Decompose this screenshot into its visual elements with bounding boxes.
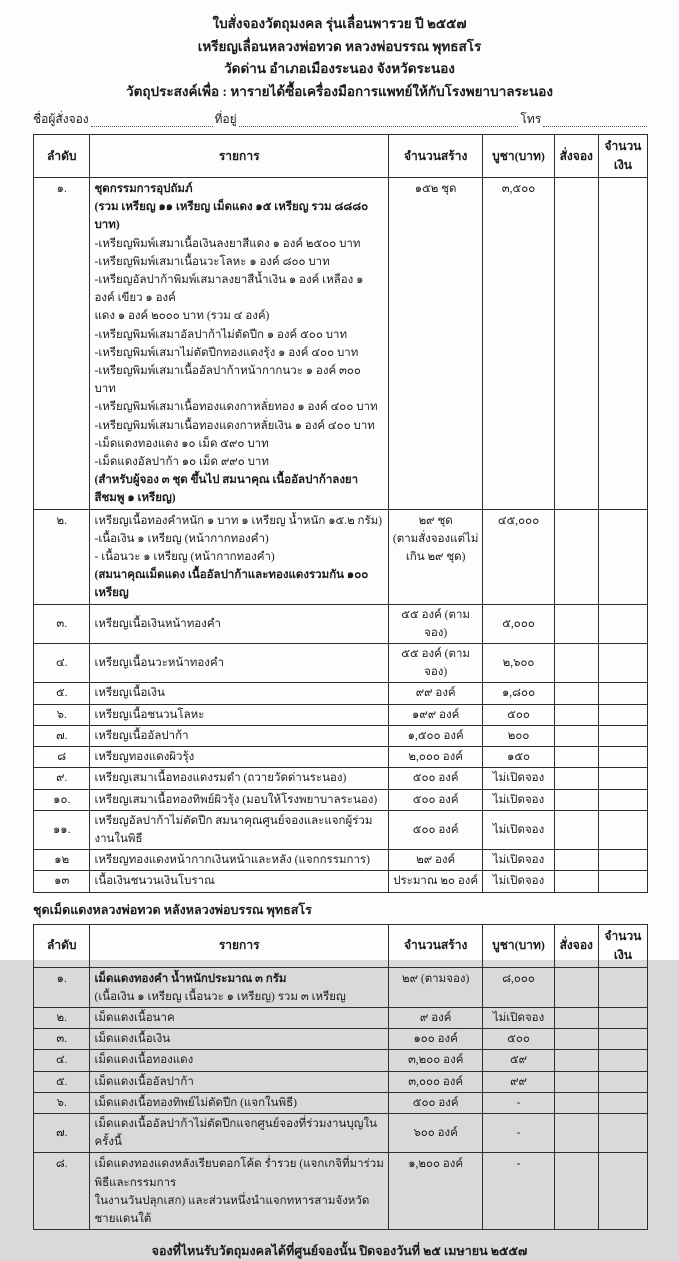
price-cell: ไม่เปิดจอง xyxy=(483,871,554,892)
price-cell: ๕,๐๐๐ xyxy=(483,604,554,643)
item-description-line: เม็ดแดงเนื้อเงิน xyxy=(94,1033,171,1046)
amount-cell xyxy=(598,789,647,810)
price-cell: ๑,๘๐๐ xyxy=(483,683,554,704)
phone-fill-line xyxy=(543,113,647,127)
price-cell: ไม่เปิดจอง xyxy=(483,789,554,810)
quantity-cell xyxy=(388,1092,483,1113)
order-qty-cell xyxy=(554,1050,598,1071)
table-row xyxy=(34,683,648,704)
item-description-line: เม็ดแดงเนื้อทองทิพย์ไม่ตัดปีก (แจกในพิธี) xyxy=(94,1096,297,1109)
amount-cell xyxy=(598,509,647,604)
item-description-line: - เนื้อนวะ ๑ เหรียญ (หน้ากากทองคำ) xyxy=(94,551,275,564)
quantity-line: ๕๐๐ องค์ xyxy=(412,793,459,806)
row-number-cell: ๓. xyxy=(34,604,90,643)
item-description-cell xyxy=(90,789,388,810)
table-row xyxy=(34,704,648,725)
item-description-cell xyxy=(90,768,388,789)
item-description-line: -เม็ดแดงอัลปาก้า ๑๐ เม็ด ๙๙๐ บาท xyxy=(94,456,269,469)
item-description-line: เหรียญเนื้อเงินหน้าทองคำ xyxy=(94,617,221,630)
order-qty-cell xyxy=(554,871,598,892)
row-number-cell: ๑๑. xyxy=(34,810,90,849)
table-row xyxy=(34,1071,648,1092)
subtitle-amulet: เหรียญเลื่อนหลวงพ่อทวด หลวงพ่อบรรณ พุทธสโร xyxy=(197,38,482,54)
quantity-cell xyxy=(388,683,483,704)
price-cell: ๑๕๐ xyxy=(483,747,554,768)
amount-cell xyxy=(598,967,647,1007)
item-description-line: เหรียญเนื้ออัลปาก้า xyxy=(94,729,189,742)
item-description-line: เนื้อเงินชนวนเงินโบราณ xyxy=(94,875,215,888)
table-row xyxy=(34,1113,648,1152)
item-description-line: -เหรียญอัลปาก้าพิมพ์เสมาลงยาสีน้ำเงิน ๑ องค์ เหลือง ๑ องค์ เขียว ๑ องค์ xyxy=(94,274,364,305)
amount-cell xyxy=(598,768,647,789)
phone-field-label: โทร xyxy=(520,112,542,126)
column-header: จำนวนเงิน xyxy=(598,135,647,178)
item-description-cell xyxy=(90,747,388,768)
column-header: บูชา(บาท) xyxy=(483,135,554,178)
table-row xyxy=(34,178,648,510)
quantity-line: ๕๕ องค์ (ตามจอง) xyxy=(401,648,471,679)
quantity-cell xyxy=(388,509,483,604)
page-title: ใบสั่งจองวัตถุมงคล รุ่นเลื่อนพารวย ปี ๒๕๕๗ xyxy=(212,16,467,31)
row-number-cell: ๑๐. xyxy=(34,789,90,810)
price-cell: ๙๙ xyxy=(483,1071,554,1092)
table-row xyxy=(34,747,648,768)
item-description-cell xyxy=(90,871,388,892)
subtitle-temple: วัดด่าน อำเภอเมืองระนอง จังหวัดระนอง xyxy=(224,61,455,76)
order-qty-cell xyxy=(554,1153,598,1230)
item-description-line: -เหรียญพิมพ์เสมาไม่ตัดปีกทองแดงรุ้ง ๑ องค์ ๔๐๐ บาท xyxy=(94,346,359,359)
item-description-cell xyxy=(90,704,388,725)
amount-cell xyxy=(598,1050,647,1071)
item-description-line: เม็ดแดงเนื้อนาค xyxy=(94,1011,175,1024)
quantity-cell xyxy=(388,1113,483,1152)
quantity-line: ๕๐๐ องค์ xyxy=(412,1096,459,1109)
orderer-info-line xyxy=(33,112,649,127)
item-description-line: -เหรียญพิมพ์เสมาเนื้อทองแดงกาหลั่ยทอง ๑ องค์ ๔๐๐ บาท xyxy=(94,401,378,414)
item-description-line: (สำหรับผู้จอง ๓ ชุด ขึ้นไป สมนาคุณ เนื้ออัลปาก้าลงยาสีชมพู ๑ เหรียญ) xyxy=(94,474,359,505)
quantity-line: ๑๕๒ ชุด xyxy=(414,183,457,195)
quantity-line: เกิน ๒๙ ชุด) xyxy=(405,551,466,564)
item-description-line: ชุดกรรมการอุปถัมภ์ xyxy=(94,183,193,195)
item-description-cell xyxy=(90,850,388,871)
item-description-line: -เหรียญพิมพ์เสมาเนื้ออัลปาก้าหน้ากากนวะ ๑ องค์ ๓๐๐ บาท xyxy=(94,365,361,396)
table-row xyxy=(34,644,648,683)
amount-cell xyxy=(598,810,647,849)
column-header: ลำดับ xyxy=(34,135,90,178)
name-fill-line xyxy=(91,113,213,127)
item-description-cell xyxy=(90,967,388,1007)
amount-cell xyxy=(598,725,647,746)
item-description-cell xyxy=(90,683,388,704)
price-cell: ไม่เปิดจอง xyxy=(483,850,554,871)
item-description-line: เม็ดแดงเนื้อทองแดง xyxy=(94,1054,194,1067)
item-description-line: เม็ดแดงทองแดงหลังเรียบตอกโค้ด ร่ำรวย (แจกเกจิที่มาร่วมพิธีและกรรมการ xyxy=(94,1158,384,1189)
quantity-cell xyxy=(388,644,483,683)
quantity-line: ๙๙ องค์ xyxy=(415,687,456,700)
quantity-cell xyxy=(388,871,483,892)
quantity-cell xyxy=(388,810,483,849)
amount-cell xyxy=(598,1113,647,1152)
item-description-cell xyxy=(90,1029,388,1050)
order-qty-cell xyxy=(554,1092,598,1113)
table-row xyxy=(34,768,648,789)
item-description-line: -เม็ดแดงทองแดง ๑๐ เม็ด ๕๙๐ บาท xyxy=(94,437,269,450)
quantity-cell xyxy=(388,967,483,1007)
item-description-line: เหรียญทองแดงหน้ากากเงินหน้าและหลัง (แจกกรรมการ) xyxy=(94,854,370,867)
item-description-line: เหรียญเนื้อทองคำหนัก ๑ บาท ๑ เหรียญ น้ำหนัก ๑๕.๒ กรัม) xyxy=(94,514,383,527)
quantity-cell xyxy=(388,850,483,871)
price-cell: ๒,๖๐๐ xyxy=(483,644,554,683)
amount-cell xyxy=(598,1029,647,1050)
order-qty-cell xyxy=(554,1113,598,1152)
item-description-line: -เหรียญพิมพ์เสมาเนื้อทองแดงกาหลั่ยเงิน ๑ องค์ ๔๐๐ บาท xyxy=(94,419,375,432)
row-number-cell: ๑๒ xyxy=(34,850,90,871)
row-number-cell: ๑. xyxy=(34,178,90,510)
amount-cell xyxy=(598,747,647,768)
price-cell: ๒๐๐ xyxy=(483,725,554,746)
amount-cell xyxy=(598,1153,647,1230)
row-number-cell: ๙. xyxy=(34,768,90,789)
amount-cell xyxy=(598,850,647,871)
quantity-line: ประมาณ ๒๐ องค์ xyxy=(393,875,479,888)
item-description-line: เม็ดแดงเนื้ออัลปาก้า xyxy=(94,1075,194,1088)
price-cell: ๕๐๐ xyxy=(483,1029,554,1050)
table-row xyxy=(34,850,648,871)
quantity-line: ๑๐๐ องค์ xyxy=(413,1033,458,1046)
order-qty-cell xyxy=(554,644,598,683)
price-cell: ไม่เปิดจอง xyxy=(483,768,554,789)
price-cell: ๔๕,๐๐๐ xyxy=(483,509,554,604)
item-description-cell xyxy=(90,810,388,849)
amount-cell xyxy=(598,1007,647,1028)
row-number-cell: ๔. xyxy=(34,644,90,683)
amount-cell xyxy=(598,178,647,510)
table-row xyxy=(34,604,648,643)
quantity-line: ๖๐๐ องค์ xyxy=(413,1127,458,1140)
quantity-line: ๕๐๐ องค์ xyxy=(412,772,459,785)
order-qty-cell xyxy=(554,509,598,604)
column-header: สั่งจอง xyxy=(554,135,598,178)
quantity-cell xyxy=(388,789,483,810)
table-row xyxy=(34,1029,648,1050)
beads-section-title: ชุดเม็ดแดงหลวงพ่อทวด หลังหลวงพ่อบรรณ พุทธสโร xyxy=(33,902,312,917)
row-number-cell: ๗. xyxy=(34,1113,90,1152)
amulet-items-table xyxy=(33,134,648,893)
price-cell: ไม่เปิดจอง xyxy=(483,1007,554,1028)
quantity-cell xyxy=(388,704,483,725)
row-number-cell: ๗. xyxy=(34,725,90,746)
row-number-cell: ๘ xyxy=(34,747,90,768)
item-description-cell xyxy=(90,1071,388,1092)
table-row xyxy=(34,1092,648,1113)
order-qty-cell xyxy=(554,725,598,746)
order-qty-cell xyxy=(554,704,598,725)
subtitle-purpose: วัตถุประสงค์เพื่อ : หารายได้ซื้อเครื่องมือการแพทย์ให้กับโรงพยาบาลระนอง xyxy=(126,83,553,99)
table-row xyxy=(34,967,648,1007)
price-cell: ๘,๐๐๐ xyxy=(483,967,554,1007)
item-description-cell xyxy=(90,509,388,604)
red-beads-table xyxy=(33,924,648,1231)
row-number-cell: ๕. xyxy=(34,1071,90,1092)
price-cell: ไม่เปิดจอง xyxy=(483,810,554,849)
row-number-cell: ๑. xyxy=(34,967,90,1007)
header-row xyxy=(34,135,648,178)
column-header: บูชา(บาท) xyxy=(483,924,554,967)
order-qty-cell xyxy=(554,178,598,510)
table-row xyxy=(34,509,648,604)
item-description-line: เหรียญอัลปาก้าไม่ตัดปีก สมนาคุณศูนย์จองและแจกผู้ร่วมงานในพิธี xyxy=(94,814,373,845)
order-qty-cell xyxy=(554,1029,598,1050)
quantity-line: ๕๐๐ องค์ xyxy=(412,823,459,836)
price-cell: ๓,๕๐๐ xyxy=(483,178,554,510)
item-description-line: เหรียญเสมาเนื้อทองทิพย์ผิวรุ้ง (มอบให้โรงพยาบาลระนอง) xyxy=(94,793,378,806)
quantity-line: ๑๙๙ องค์ xyxy=(412,708,460,721)
order-qty-cell xyxy=(554,604,598,643)
order-qty-cell xyxy=(554,850,598,871)
item-description-line: เหรียญทองแดงผิวรุ้ง xyxy=(94,751,195,764)
item-description-line: เม็ดแดงทองคำ น้ำหนักประมาณ ๓ กรัม xyxy=(94,972,287,985)
item-description-cell xyxy=(90,725,388,746)
table-row xyxy=(34,1007,648,1028)
table-row xyxy=(34,1050,648,1071)
item-description-line: -เหรียญพิมพ์เสมาอัลปาก้าไม่ตัดปีก ๑ องค์ ๕๐๐ บาท xyxy=(94,328,348,341)
quantity-cell xyxy=(388,1050,483,1071)
quantity-line: ๑,๕๐๐ องค์ xyxy=(407,729,464,742)
quantity-line: ๕๕ องค์ (ตามจอง) xyxy=(401,608,471,639)
row-number-cell: ๖. xyxy=(34,1092,90,1113)
quantity-cell xyxy=(388,178,483,510)
quantity-line: ๒๙ (ตามจอง) xyxy=(402,972,470,985)
row-number-cell: ๑๓ xyxy=(34,871,90,892)
quantity-cell xyxy=(388,747,483,768)
item-description-cell xyxy=(90,1007,388,1028)
address-fill-line xyxy=(239,113,519,127)
column-header: จำนวนเงิน xyxy=(598,924,647,967)
quantity-cell xyxy=(388,1007,483,1028)
item-description-line: เหรียญเสมาเนื้อทองแดงรมดำ (ถวายวัดด่านระนอง) xyxy=(94,772,347,785)
quantity-line: (ตามสั่งจองแต่ไม่ xyxy=(392,532,479,545)
amount-cell xyxy=(598,871,647,892)
quantity-line: ๒๙ องค์ xyxy=(416,854,456,867)
table-row xyxy=(34,871,648,892)
item-description-cell xyxy=(90,604,388,643)
item-description-line: เหรียญเนื้อนวะหน้าทองคำ xyxy=(94,657,225,670)
row-number-cell: ๔. xyxy=(34,1050,90,1071)
item-description-line: แดง ๑ องค์ ๒๐๐๐ บาท (รวม ๔ องค์) xyxy=(94,310,270,323)
column-header: จำนวนสร้าง xyxy=(388,135,483,178)
quantity-cell xyxy=(388,725,483,746)
item-description-line: -เหรียญพิมพ์เสมาเนื้อนวะโลหะ ๑ องค์ ๘๐๐ บาท xyxy=(94,255,330,268)
quantity-line: ๓,๐๐๐ องค์ xyxy=(408,1075,464,1088)
order-qty-cell xyxy=(554,789,598,810)
address-field-label: ที่อยู่ xyxy=(214,112,237,126)
item-description-cell xyxy=(90,1050,388,1071)
amount-cell xyxy=(598,604,647,643)
row-number-cell: ๖. xyxy=(34,704,90,725)
item-description-line: ในงานวันปลุกเสก) และส่วนหนึ่งนำแจกทหารสามจังหวัดชายแดนใต้ xyxy=(94,1194,370,1225)
order-qty-cell xyxy=(554,768,598,789)
document-header xyxy=(0,0,679,103)
row-number-cell: ๒. xyxy=(34,509,90,604)
order-qty-cell xyxy=(554,747,598,768)
item-description-line: เม็ดแดงเนื้ออัลปาก้าไม่ตัดปีกแจกศูนย์จองที่ร่วมงานบุญในครั้งนี้ xyxy=(94,1117,377,1149)
item-description-line: (เนื้อเงิน ๑ เหรียญ เนื้อนวะ ๑ เหรียญ) รวม ๓ เหรียญ xyxy=(94,990,346,1003)
item-description-cell xyxy=(90,1153,388,1230)
row-number-cell: ๓. xyxy=(34,1029,90,1050)
amount-cell xyxy=(598,1071,647,1092)
item-description-cell xyxy=(90,178,388,510)
column-header: ลำดับ xyxy=(34,924,90,967)
column-header: รายการ xyxy=(90,135,388,178)
row-number-cell: ๕. xyxy=(34,683,90,704)
name-field-label: ชื่อผู้สั่งจอง xyxy=(33,112,89,126)
quantity-cell xyxy=(388,1029,483,1050)
table-row xyxy=(34,810,648,849)
amount-cell xyxy=(598,644,647,683)
quantity-line: ๙ องค์ xyxy=(419,1011,452,1024)
item-description-line: -เนื้อเงิน ๑ เหรียญ (หน้ากากทองคำ) xyxy=(94,532,269,545)
row-number-cell: ๘. xyxy=(34,1153,90,1230)
item-description-cell xyxy=(90,644,388,683)
column-header: จำนวนสร้าง xyxy=(388,924,483,967)
table-row xyxy=(34,1153,648,1230)
quantity-line: ๒,๐๐๐ องค์ xyxy=(408,751,463,764)
quantity-line: ๑,๒๐๐ องค์ xyxy=(408,1158,464,1171)
quantity-cell xyxy=(388,768,483,789)
column-header: รายการ xyxy=(90,924,388,967)
item-description-line: (สมนาคุณเม็ดแดง เนื้ออัลปาก้าและทองแดงรวมกัน ๑๐๐ เหรียญ xyxy=(94,569,369,600)
header-row xyxy=(34,924,648,967)
quantity-cell xyxy=(388,1071,483,1092)
item-description-line: เหรียญเนื้อเงิน xyxy=(94,687,165,700)
row-number-cell: ๒. xyxy=(34,1007,90,1028)
item-description-line: เหรียญเนื้อชนวนโลหะ xyxy=(94,708,205,721)
item-description-line: -เหรียญพิมพ์เสมาเนื้อเงินลงยาสีแดง ๑ องค์ ๒๕๐๐ บาท xyxy=(94,237,361,250)
item-description-cell xyxy=(90,1092,388,1113)
price-cell: - xyxy=(483,1113,554,1152)
column-header: สั่งจอง xyxy=(554,924,598,967)
quantity-line: ๓,๒๐๐ องค์ xyxy=(407,1054,464,1067)
price-cell: - xyxy=(483,1092,554,1113)
quantity-cell xyxy=(388,1153,483,1230)
amount-cell xyxy=(598,683,647,704)
price-cell: - xyxy=(483,1153,554,1230)
price-cell: ๕๙ xyxy=(483,1050,554,1071)
order-qty-cell xyxy=(554,683,598,704)
quantity-cell xyxy=(388,604,483,643)
price-cell: ๕๐๐ xyxy=(483,704,554,725)
item-description-line: (รวม เหรียญ ๑๑ เหรียญ เม็ดแดง ๑๕ เหรียญ รวม ๘๘๘๐ บาท) xyxy=(94,201,369,232)
order-qty-cell xyxy=(554,810,598,849)
order-qty-cell xyxy=(554,967,598,1007)
amount-cell xyxy=(598,704,647,725)
order-qty-cell xyxy=(554,1071,598,1092)
closing-date-note: จองที่ไหนรับวัตถุมงคลได้ที่ศูนย์จองนั้น ปิดจองวันที่ ๒๕ เมษายน ๒๕๕๗ xyxy=(151,1244,528,1259)
table-row xyxy=(34,725,648,746)
table-row xyxy=(34,789,648,810)
quantity-line: ๒๙ ชุด xyxy=(418,514,453,527)
amount-cell xyxy=(598,1092,647,1113)
order-qty-cell xyxy=(554,1007,598,1028)
item-description-cell xyxy=(90,1113,388,1152)
